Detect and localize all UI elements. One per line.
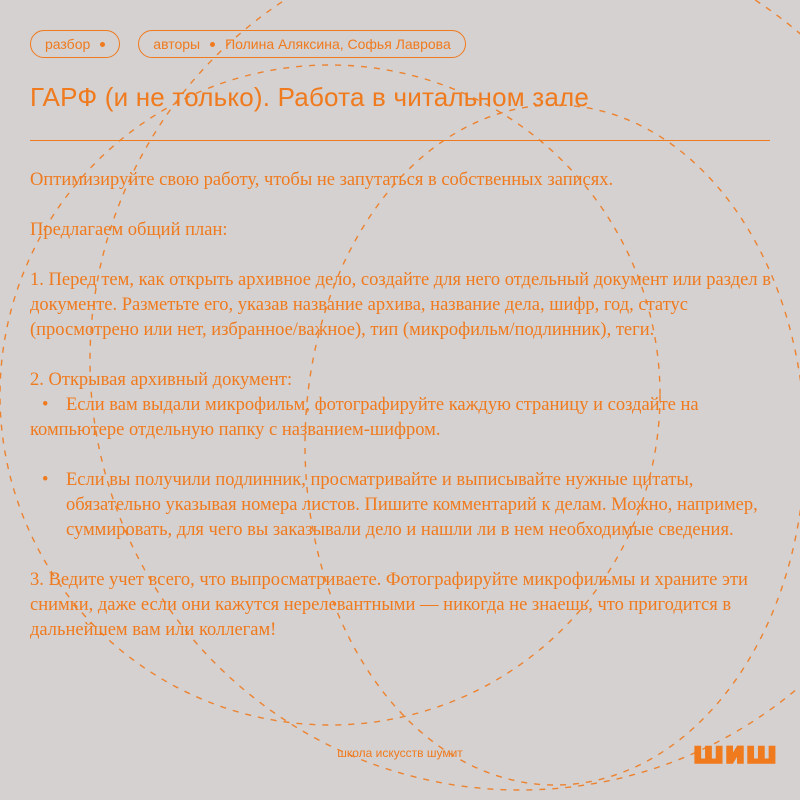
authors-label: авторы xyxy=(153,36,201,52)
category-label: разбор xyxy=(45,36,91,52)
authors-tag xyxy=(138,30,465,58)
footer-text: школа искусств шумит xyxy=(337,746,463,760)
authors-names: Полина Аляксина, Софья Лаврова xyxy=(225,36,451,52)
bullet-icon: • xyxy=(42,395,49,415)
step-3-paragraph: 3. Ведите учет всего, что выпросматриваете. Фотографируйте микрофильмы и храните эти снимки, даже если они кажутся нерелевантными — никогда не знаешь, что пригодится в дальнейшем вам или коллегам! xyxy=(30,570,748,640)
category-tag xyxy=(30,30,120,58)
page-title: ГАРФ (и не только). Работа в читальном зале xyxy=(30,82,590,112)
intro-paragraph: Оптимизируйте свою работу, чтобы не запутаться в собственных записях. xyxy=(30,170,614,190)
title-divider xyxy=(30,140,770,141)
bullet-icon: • xyxy=(42,470,49,490)
school-logo xyxy=(692,735,778,771)
step-1-paragraph: 1. Перед тем, как открыть архивное дело, создайте для него отдельный документ или раздел в документе. Разметьте его, указав название архива, название дела, шифр, год, статус (просмотрено или нет, избранное/важное), тип (микрофильм/подлинник), теги. xyxy=(30,270,771,340)
list-item xyxy=(30,393,772,443)
dot-icon xyxy=(210,42,215,47)
bullet-2-text: Если вы получили подлинник, просматривайте и выписывайте нужные цитаты, обязательно указывая номера листов. Пишите комментарий к делам. Можно, например, суммировать, для чего вы заказывали дело и нашли ли в нем необходимые сведения. xyxy=(66,470,758,540)
logo-text: шиш xyxy=(692,736,778,771)
plan-heading: Предлагаем общий план: xyxy=(30,220,228,240)
header-tags xyxy=(30,30,466,58)
article-body xyxy=(30,168,772,643)
list-item xyxy=(30,468,772,543)
dot-icon xyxy=(100,42,105,47)
bullet-1-text: Если вам выдали микрофильм, фотографируйте каждую страницу и создайте на компьютере отдельную папку с названием-шифром. xyxy=(30,395,699,440)
step-2-heading: 2. Открывая архивный документ: xyxy=(30,370,293,390)
